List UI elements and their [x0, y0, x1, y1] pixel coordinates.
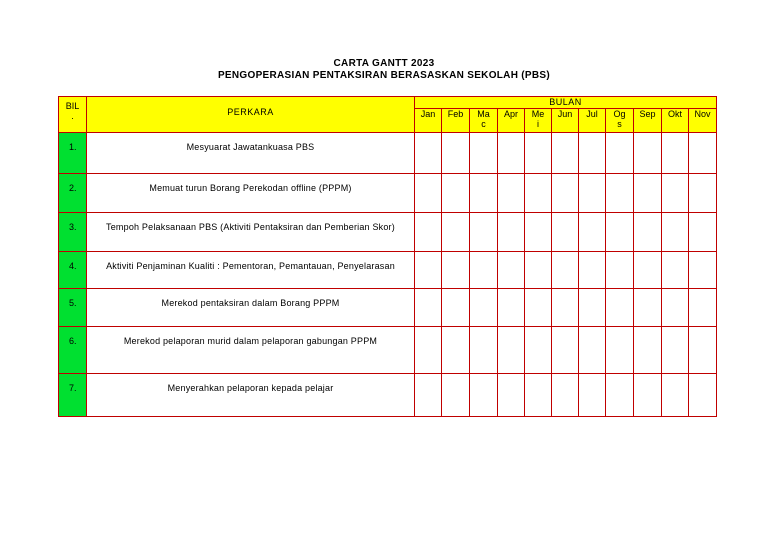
month-cell[interactable]: [498, 133, 525, 174]
month-cell[interactable]: [552, 327, 579, 374]
month-cell[interactable]: [606, 252, 634, 289]
month-cell[interactable]: [498, 374, 525, 417]
month-label: Sep: [639, 109, 656, 119]
month-cell[interactable]: [415, 213, 442, 252]
task-number: 3.: [59, 213, 87, 252]
month-cell[interactable]: [552, 213, 579, 252]
month-cell[interactable]: [415, 174, 442, 213]
month-cell[interactable]: [606, 289, 634, 327]
month-cell[interactable]: [415, 327, 442, 374]
month-label: Jun: [557, 109, 573, 119]
month-label: Feb: [447, 109, 464, 119]
month-cell[interactable]: [634, 133, 662, 174]
month-cell[interactable]: [606, 133, 634, 174]
task-row: [59, 327, 717, 374]
month-cell[interactable]: [415, 252, 442, 289]
month-cell[interactable]: [634, 374, 662, 417]
month-label: Jul: [586, 109, 598, 119]
month-cell[interactable]: [634, 327, 662, 374]
bulan-header: BULAN: [415, 97, 717, 109]
month-cell[interactable]: [470, 289, 498, 327]
month-cell[interactable]: [470, 252, 498, 289]
month-cell[interactable]: [415, 133, 442, 174]
month-cell[interactable]: [662, 289, 689, 327]
task-number: 5.: [59, 289, 87, 327]
month-cell[interactable]: [689, 213, 717, 252]
month-cell[interactable]: [525, 374, 552, 417]
month-cell[interactable]: [579, 252, 606, 289]
month-cell[interactable]: [634, 252, 662, 289]
month-header-cell: [525, 109, 552, 133]
task-number: 1.: [59, 133, 87, 174]
month-cell[interactable]: [606, 213, 634, 252]
month-label: Og: [613, 109, 626, 119]
month-cell[interactable]: [552, 252, 579, 289]
bil-header-dot: .: [71, 111, 74, 121]
month-cell[interactable]: [552, 133, 579, 174]
task-row: [59, 174, 717, 213]
task-number: 2.: [59, 174, 87, 213]
chart-subtitle: PENGOPERASIAN PENTAKSIRAN BERASASKAN SEKOLAH (PBS): [217, 70, 551, 81]
task-description: Memuat turun Borang Perekodan offline (PPPM): [87, 174, 415, 213]
month-header-cell: [552, 109, 579, 133]
month-cell[interactable]: [634, 213, 662, 252]
month-cell[interactable]: [415, 374, 442, 417]
month-header-cell: [442, 109, 470, 133]
month-cell[interactable]: [689, 252, 717, 289]
month-cell[interactable]: [634, 289, 662, 327]
task-description: Aktiviti Penjaminan Kualiti : Pementoran, Pemantauan, Penyelarasan: [87, 252, 415, 289]
month-cell[interactable]: [579, 327, 606, 374]
month-cell[interactable]: [470, 133, 498, 174]
month-cell[interactable]: [689, 374, 717, 417]
task-row: [59, 289, 717, 327]
month-cell[interactable]: [525, 213, 552, 252]
month-cell[interactable]: [498, 213, 525, 252]
month-cell[interactable]: [442, 289, 470, 327]
month-cell[interactable]: [689, 289, 717, 327]
task-number: 6.: [59, 327, 87, 374]
month-cell[interactable]: [662, 252, 689, 289]
month-cell[interactable]: [498, 252, 525, 289]
month-label: Ma: [477, 109, 490, 119]
month-cell[interactable]: [442, 327, 470, 374]
month-cell[interactable]: [552, 289, 579, 327]
month-header-cell: [579, 109, 606, 133]
perkara-header: PERKARA: [87, 97, 415, 133]
bil-header-label: BIL: [65, 101, 80, 111]
month-cell[interactable]: [415, 289, 442, 327]
month-header-cell: [689, 109, 717, 133]
month-cell[interactable]: [442, 252, 470, 289]
month-cell[interactable]: [606, 174, 634, 213]
month-cell[interactable]: [470, 327, 498, 374]
bil-header: [59, 97, 87, 133]
month-header-cell: [662, 109, 689, 133]
month-cell[interactable]: [470, 213, 498, 252]
month-label-wrap: s: [617, 119, 622, 129]
month-cell[interactable]: [498, 327, 525, 374]
month-cell[interactable]: [442, 174, 470, 213]
month-cell[interactable]: [689, 327, 717, 374]
month-label: Nov: [694, 109, 711, 119]
month-cell[interactable]: [498, 174, 525, 213]
month-cell[interactable]: [525, 133, 552, 174]
month-cell[interactable]: [442, 213, 470, 252]
month-label: Jan: [420, 109, 436, 119]
month-header-cell: [606, 109, 634, 133]
month-label: Me: [531, 109, 545, 119]
month-cell[interactable]: [552, 174, 579, 213]
task-row: [59, 213, 717, 252]
gantt-table: [58, 96, 717, 417]
month-label-wrap: i: [537, 119, 539, 129]
month-cell[interactable]: [662, 374, 689, 417]
task-number: 4.: [59, 252, 87, 289]
month-cell[interactable]: [579, 374, 606, 417]
month-cell[interactable]: [606, 327, 634, 374]
month-cell[interactable]: [579, 174, 606, 213]
month-header-cell: [634, 109, 662, 133]
month-cell[interactable]: [689, 133, 717, 174]
month-cell[interactable]: [498, 289, 525, 327]
month-cell[interactable]: [662, 213, 689, 252]
month-cell[interactable]: [606, 374, 634, 417]
month-cell[interactable]: [470, 374, 498, 417]
month-cell[interactable]: [579, 289, 606, 327]
task-row: [59, 374, 717, 417]
month-cell[interactable]: [662, 174, 689, 213]
month-cell[interactable]: [442, 133, 470, 174]
month-cell[interactable]: [689, 174, 717, 213]
month-cell[interactable]: [662, 327, 689, 374]
task-description: Menyerahkan pelaporan kepada pelajar: [87, 374, 415, 417]
task-description: Mesyuarat Jawatankuasa PBS: [87, 133, 415, 174]
task-description: Merekod pelaporan murid dalam pelaporan gabungan PPPM: [87, 327, 415, 374]
month-cell[interactable]: [525, 289, 552, 327]
month-label: Okt: [667, 109, 682, 119]
month-cell[interactable]: [579, 133, 606, 174]
month-cell[interactable]: [552, 374, 579, 417]
task-row: [59, 252, 717, 289]
month-header-cell: [470, 109, 498, 133]
task-rows: [59, 133, 717, 417]
month-cell[interactable]: [442, 374, 470, 417]
month-header-cell: [498, 109, 525, 133]
task-row: [59, 133, 717, 174]
month-label: Apr: [503, 109, 518, 119]
month-cell[interactable]: [470, 174, 498, 213]
month-cell[interactable]: [579, 213, 606, 252]
month-cell[interactable]: [634, 174, 662, 213]
month-label-wrap: c: [481, 119, 486, 129]
month-cell[interactable]: [525, 327, 552, 374]
task-number: 7.: [59, 374, 87, 417]
month-cell[interactable]: [525, 174, 552, 213]
month-header-cell: [415, 109, 442, 133]
month-cell[interactable]: [662, 133, 689, 174]
task-description: Merekod pentaksiran dalam Borang PPPM: [87, 289, 415, 327]
chart-title: CARTA GANTT 2023: [333, 58, 435, 69]
month-cell[interactable]: [525, 252, 552, 289]
task-description: Tempoh Pelaksanaan PBS (Aktiviti Pentaksiran dan Pemberian Skor): [87, 213, 415, 252]
